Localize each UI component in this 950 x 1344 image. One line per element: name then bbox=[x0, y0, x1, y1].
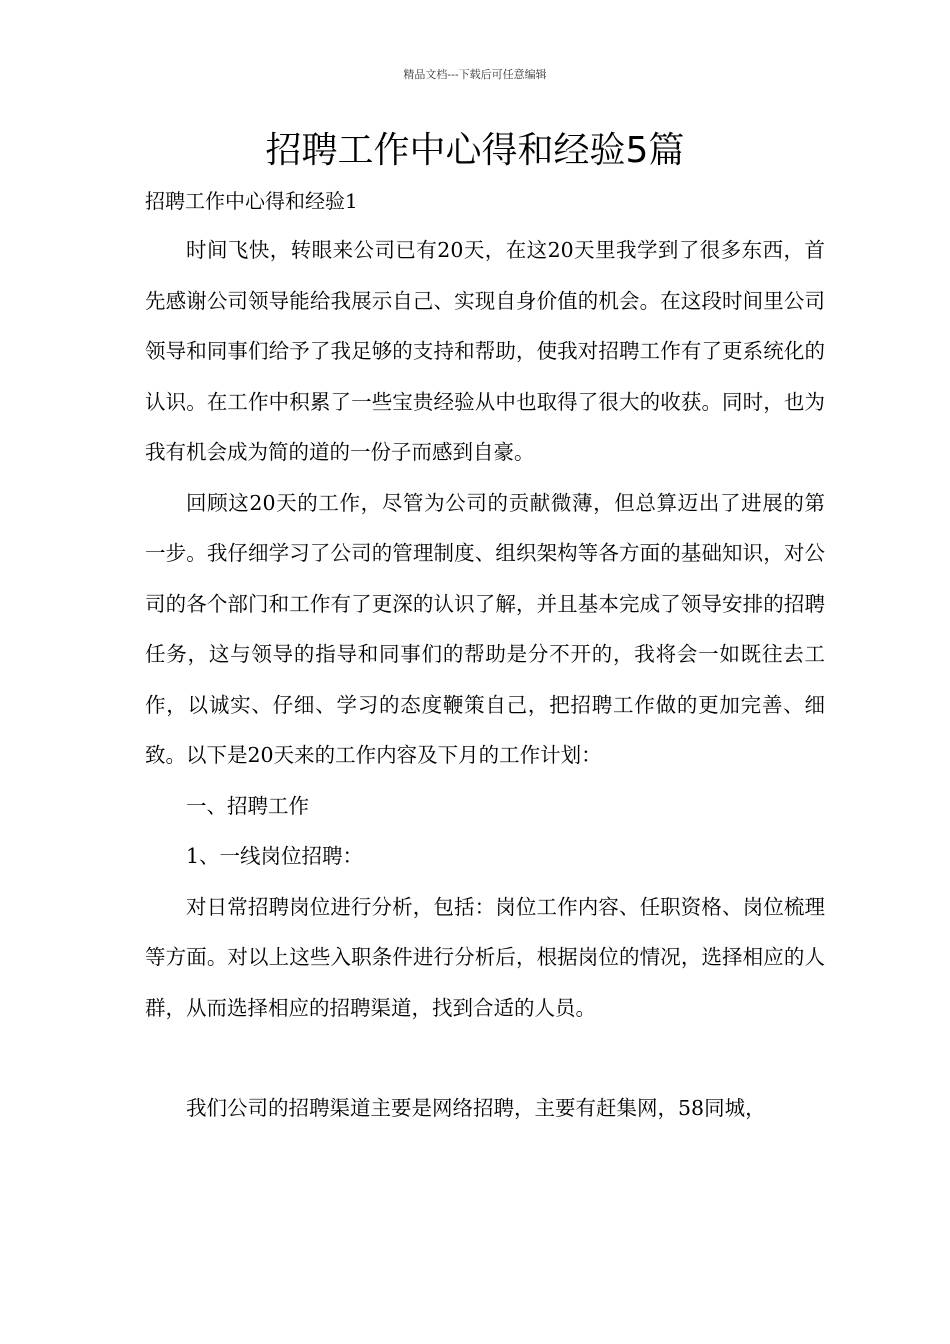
paragraph: 对日常招聘岗位进行分析，包括：岗位工作内容、任职资格、岗位梳理等方面。对以上这些入职条件进行分析后，根据岗位的情况，选择相应的人群，从而选择相应的招聘渠道，找到合适的人员。 bbox=[145, 894, 825, 1020]
paragraph: 我们公司的招聘渠道主要是网络招聘，主要有赶集网，58同城， bbox=[186, 1096, 766, 1120]
paragraph: 1、一线岗位招聘： bbox=[186, 844, 364, 868]
paragraph: 回顾这20天的工作，尽管为公司的贡献微薄，但总算迈出了进展的第一步。我仔细学习了公司的管理制度、组织架构等各方面的基础知识，对公司的各个部门和工作有了更深的认识了解，并且基本完成了领导安排的招聘任务，这与领导的指导和同事们的帮助是分不开的，我将会一如既往去工作，以诚实、仔细、学习的态度鞭策自己，把招聘工作做的更加完善、细致。以下是20天来的工作内容及下月的工作计划： bbox=[145, 490, 825, 767]
section-subtitle: 招聘工作中心得和经验1 bbox=[145, 189, 358, 213]
paragraph: 一、招聘工作 bbox=[186, 793, 309, 818]
document-title: 招聘工作中心得和经验5篇 bbox=[265, 130, 685, 171]
header-note: 精品文档---下载后可任意编辑 bbox=[403, 68, 547, 81]
paragraph: 时间飞快，转眼来公司已有20天，在这20天里我学到了很多东西，首先感谢公司领导能给我展示自己、实现自身价值的机会。在这段时间里公司领导和同事们给予了我足够的支持和帮助，使我对招聘工作有了更系统化的认识。在工作中积累了一些宝贵经验从中也取得了很大的收获。同时，也为我有机会成为简的道的一份子而感到自豪。 bbox=[145, 238, 825, 464]
document-body bbox=[145, 225, 825, 1134]
